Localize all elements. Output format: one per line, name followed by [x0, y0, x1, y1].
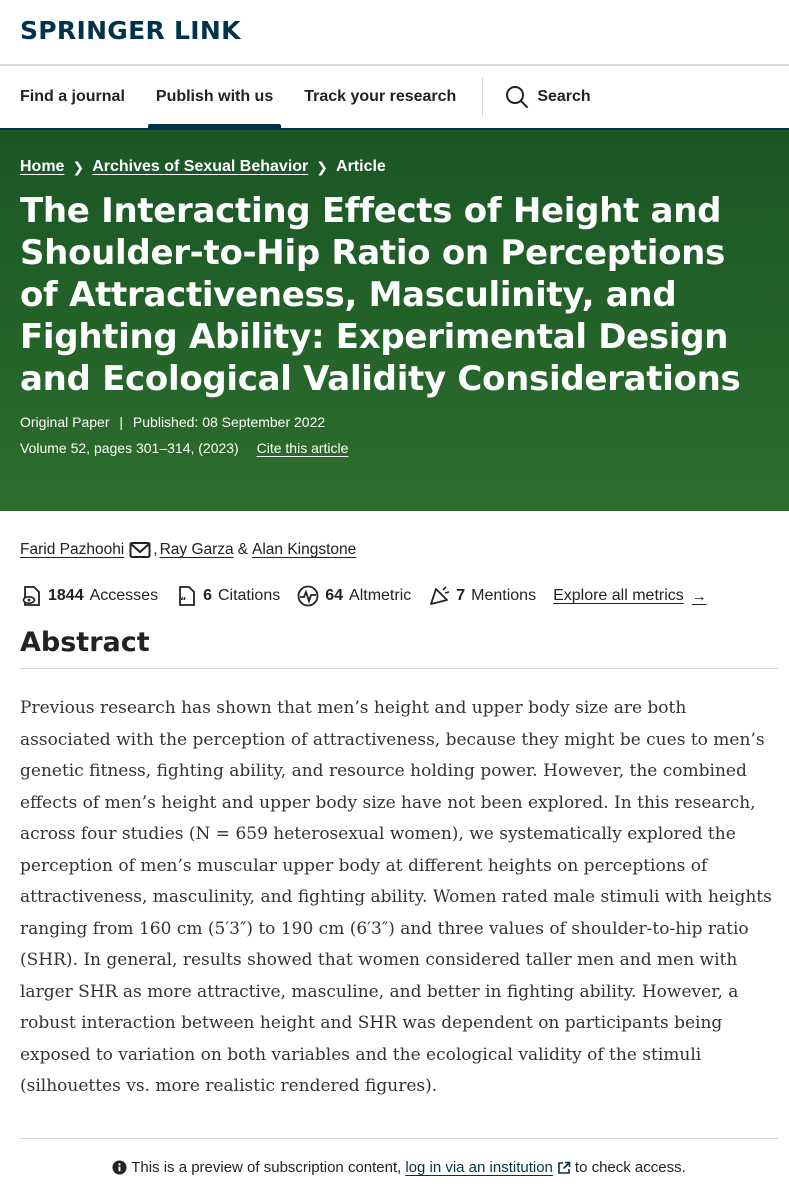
citations-label: Citations [217, 587, 281, 604]
nav-track-your-research[interactable]: Track your research [304, 88, 457, 105]
breadcrumb-home[interactable]: Home [20, 158, 65, 175]
metric-citations [175, 585, 280, 607]
article-type: Original Paper [20, 414, 110, 430]
log-in-via-institution-link[interactable]: log in via an institution [405, 1159, 553, 1176]
altmetric-icon [297, 585, 319, 607]
author-comma: , [153, 541, 158, 558]
svg-text:“: “ [180, 596, 187, 607]
mentions-count: 7 [456, 587, 466, 604]
nav-divider [482, 78, 483, 116]
nav-find-a-journal[interactable]: Find a journal [20, 88, 125, 105]
chevron-right-icon: ❯ [316, 158, 329, 175]
external-link-icon [557, 1161, 571, 1175]
logo-bar [0, 0, 789, 66]
mentions-label: Mentions [471, 587, 537, 604]
abstract-heading: Abstract [20, 627, 778, 669]
preview-prefix: This is a preview of subscription content, [131, 1159, 402, 1176]
breadcrumb-journal[interactable]: Archives of Sexual Behavior [92, 158, 309, 175]
author-ampersand: & [237, 541, 249, 558]
accesses-count: 1844 [48, 587, 84, 604]
author-link[interactable]: Ray Garza [159, 541, 234, 558]
springer-link-logo[interactable]: SPRINGER LINK [20, 16, 241, 45]
metric-mentions [428, 585, 536, 607]
search-button[interactable] [505, 85, 590, 109]
published-date: Published: 08 September 2022 [132, 414, 326, 430]
explore-label: Explore all metrics [553, 587, 684, 604]
search-icon [505, 85, 529, 109]
article-title: The Interacting Effects of Height and Shoulder-to-Hip Ratio on Perceptions of Attractiveness, Masculinity, and Fighting Ability: Experimental Design and Ecological Validity Considerations [20, 191, 741, 399]
author-link[interactable]: Alan Kingstone [252, 541, 357, 558]
breadcrumb [20, 158, 769, 176]
volume-info: Volume 52, pages 301–314, (2023) [20, 440, 239, 456]
metric-accesses [20, 585, 158, 607]
subscription-preview-notice [20, 1138, 778, 1176]
meta-separator: | [119, 414, 124, 430]
main-nav [0, 66, 789, 130]
explore-all-metrics-link[interactable] [553, 587, 707, 605]
accesses-label: Accesses [89, 587, 159, 604]
citations-icon [175, 585, 197, 607]
article-volume-row [20, 440, 769, 456]
cite-this-article-link[interactable]: Cite this article [256, 440, 349, 456]
author-link[interactable]: Farid Pazhoohi [20, 541, 125, 558]
nav-publish-with-us[interactable]: Publish with us [156, 65, 273, 129]
citations-count: 6 [203, 587, 212, 604]
metric-altmetric [297, 585, 411, 607]
search-label: Search [537, 88, 591, 105]
altmetric-count: 64 [325, 587, 344, 604]
preview-suffix: to check access. [574, 1159, 686, 1176]
mail-icon[interactable] [129, 541, 151, 559]
altmetric-label: Altmetric [349, 587, 412, 604]
megaphone-icon [428, 585, 450, 607]
abstract-text: Previous research has shown that men’s height and upper body size are both associated with the perception of attractiveness, because they might be cues to men’s genetic fitness, fighting ability, and resource holding power. However, the combined effects of men’s height and upper body size have not been explored. In this research, across four studies (N = 659 heterosexual women), we systematically explored the perception of men’s muscular upper body at different heights on perceptions of attractiveness, masculinity, and fighting ability. Women rated male stimuli with heights ranging from 160 cm (5′3″) to 190 cm (6′3″) and three values of shoulder-to-hip ratio (SHR). In general, results showed that women considered taller men and men with larger SHR as more attractive, masculine, and better in fighting ability. However, a robust interaction between height and SHR was dependent on participants being exposed to variation on both variables and the ecological validity of the stimuli (silhouettes vs. more realistic rendered figures). [20, 698, 772, 1096]
author-list [0, 511, 789, 559]
accesses-icon [20, 585, 42, 607]
info-icon [112, 1160, 127, 1175]
breadcrumb-current: Article [336, 158, 386, 175]
article-hero [0, 130, 789, 511]
arrow-right-icon: → [691, 587, 707, 605]
article-meta [20, 414, 769, 430]
article-metrics [0, 559, 789, 607]
chevron-right-icon: ❯ [72, 158, 85, 175]
